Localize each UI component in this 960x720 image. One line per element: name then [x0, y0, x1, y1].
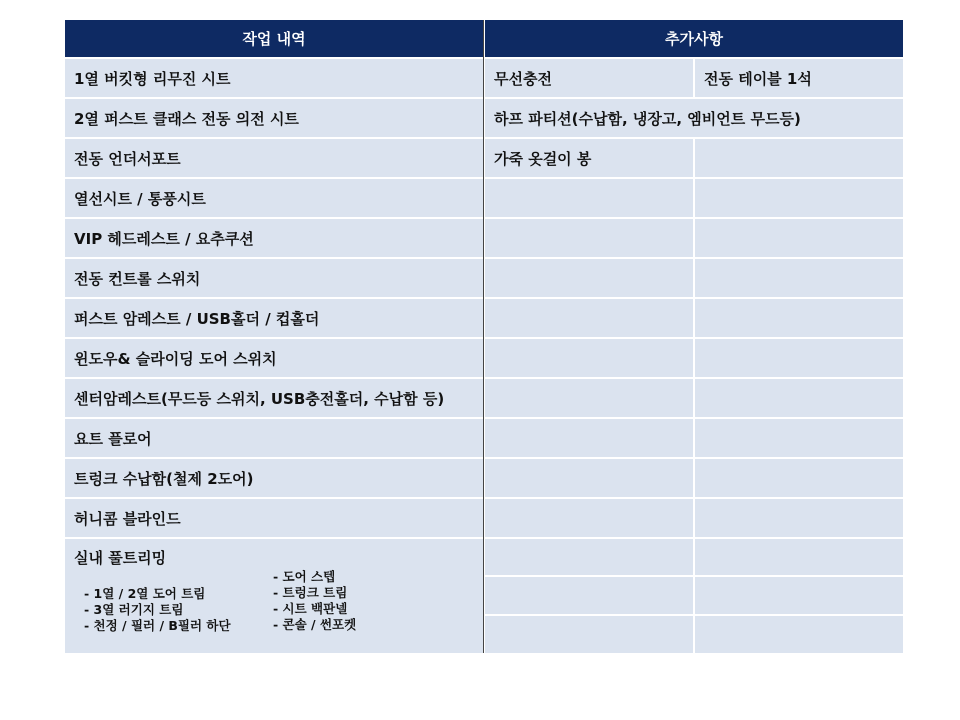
- addition-empty: [485, 219, 693, 257]
- work-item-8: 윈도우& 슬라이딩 도어 스위치: [65, 339, 483, 377]
- trimming-detail: - 시트 백판넬: [273, 601, 348, 616]
- addition-empty: [695, 299, 903, 337]
- column-divider: [483, 20, 484, 653]
- addition-empty: [485, 419, 693, 457]
- addition-empty: [695, 459, 903, 497]
- trimming-detail: - 3열 러기지 트림: [84, 602, 184, 617]
- addition-empty: [485, 179, 693, 217]
- addition-empty: [695, 616, 903, 653]
- work-item-7: 퍼스트 암레스트 / USB홀더 / 컵홀더: [65, 299, 483, 337]
- addition-empty: [485, 379, 693, 417]
- trimming-detail: - 콘솔 / 썬포켓: [273, 617, 357, 632]
- addition-empty: [695, 539, 903, 575]
- addition-wireless-charging: 무선충전: [485, 59, 693, 97]
- trimming-detail: - 천정 / 필러 / B필러 하단: [84, 618, 231, 633]
- work-item-9: 센터암레스트(무드등 스위치, USB충전홀더, 수납함 등): [65, 379, 483, 417]
- addition-empty: [485, 499, 693, 537]
- addition-empty: [695, 577, 903, 614]
- addition-half-partition: 하프 파티션(수납함, 냉장고, 엠비언트 무드등): [485, 99, 903, 137]
- work-item-2: 2열 퍼스트 클래스 전동 의전 시트: [65, 99, 483, 137]
- work-item-4: 열선시트 / 통풍시트: [65, 179, 483, 217]
- addition-empty: [695, 179, 903, 217]
- work-item-5: VIP 헤드레스트 / 요추쿠션: [65, 219, 483, 257]
- addition-power-table: 전동 테이블 1석: [695, 59, 903, 97]
- work-item-10: 요트 플로어: [65, 419, 483, 457]
- work-item-6: 전동 컨트롤 스위치: [65, 259, 483, 297]
- addition-empty: [695, 139, 903, 177]
- header-additions: 추가사항: [485, 20, 903, 57]
- trimming-detail: - 도어 스텝: [273, 569, 336, 584]
- work-item-13-label: 실내 풀트리밍: [74, 549, 167, 567]
- work-item-12: 허니콤 블라인드: [65, 499, 483, 537]
- addition-empty: [695, 219, 903, 257]
- trimming-details-col1: [84, 586, 231, 634]
- addition-empty: [695, 259, 903, 297]
- trimming-details-col2: [273, 569, 356, 633]
- addition-empty: [695, 419, 903, 457]
- addition-empty: [485, 616, 693, 653]
- addition-empty: [695, 499, 903, 537]
- addition-empty: [485, 577, 693, 614]
- addition-empty: [485, 539, 693, 575]
- header-work-items: 작업 내역: [65, 20, 483, 57]
- addition-empty: [695, 339, 903, 377]
- trimming-detail: - 트렁크 트림: [273, 585, 348, 600]
- addition-empty: [485, 459, 693, 497]
- addition-empty: [485, 299, 693, 337]
- work-item-3: 전동 언더서포트: [65, 139, 483, 177]
- addition-leather-hanger: 가죽 옷걸이 봉: [485, 139, 693, 177]
- work-item-1: 1열 버킷형 리무진 시트: [65, 59, 483, 97]
- work-item-11: 트렁크 수납함(철제 2도어): [65, 459, 483, 497]
- addition-empty: [695, 379, 903, 417]
- trimming-detail: - 1열 / 2열 도어 트림: [84, 586, 206, 601]
- addition-empty: [485, 259, 693, 297]
- addition-empty: [485, 339, 693, 377]
